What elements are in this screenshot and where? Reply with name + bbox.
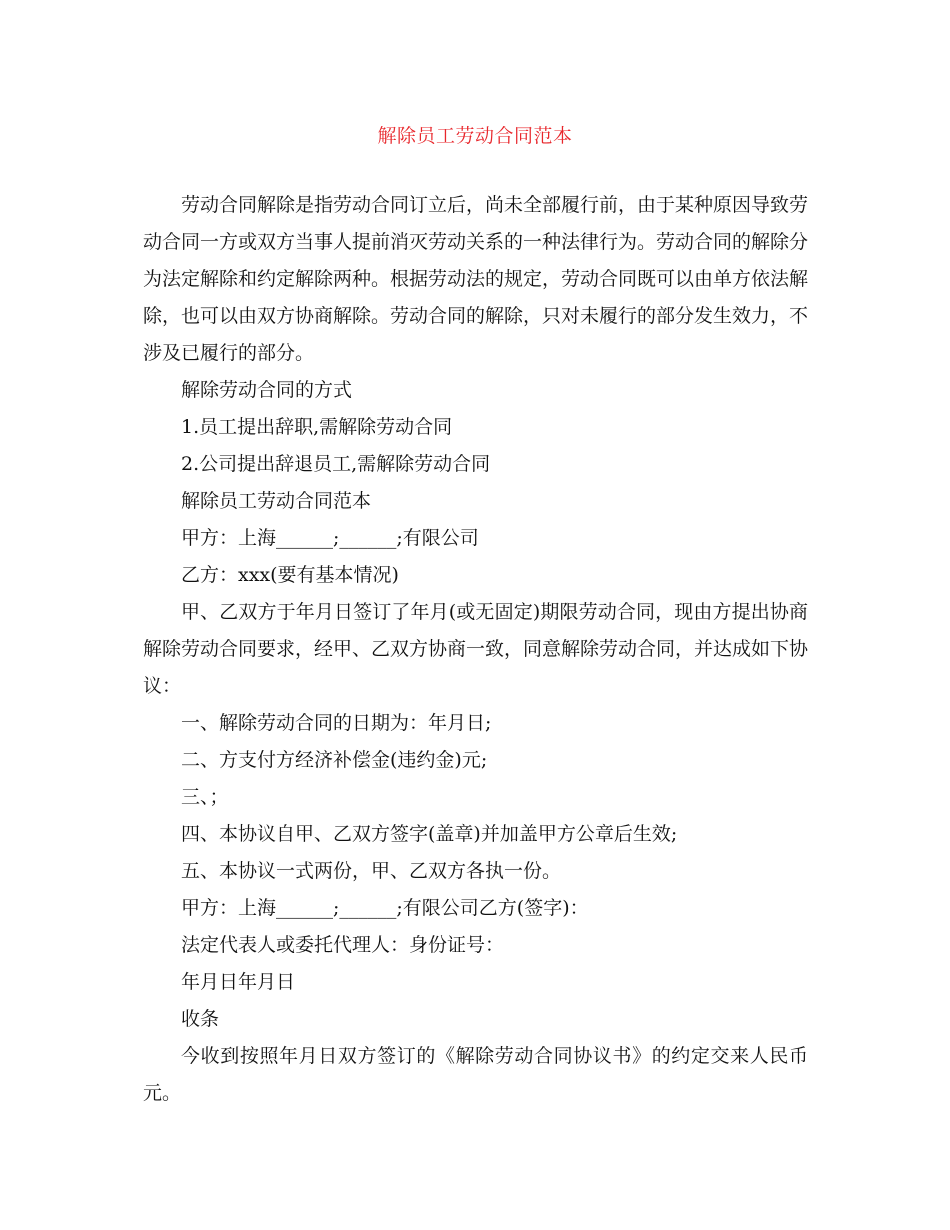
party-b-line: 乙方：xxx(要有基本情况) [181, 564, 399, 586]
receipt-paragraph: 今收到按照年月日双方签订的《解除劳动合同协议书》的约定交来人民币元。 [143, 1045, 808, 1104]
clause-1: 一、解除劳动合同的日期为：年月日; [181, 712, 492, 734]
intro-paragraph: 劳动合同解除是指劳动合同订立后，尚未全部履行前，由于某种原因导致劳动合同一方或双方当事人提前消灭劳动关系的一种法律行为。劳动合同的解除分为法定解除和约定解除两种。根据劳动法的规定，劳动合同既可以由单方依法解除，也可以由双方协商解除。劳动合同的解除，只对未履行的部分发生效力，不涉及已履行的部分。 [143, 194, 809, 364]
date-line: 年月日年月日 [181, 971, 296, 993]
representative-line: 法定代表人或委托代理人：身份证号： [181, 934, 505, 956]
method-item-2: 2.公司提出辞退员工,需解除劳动合同 [181, 453, 491, 475]
document-title: 解除员工劳动合同范本 [377, 125, 573, 147]
template-heading: 解除员工劳动合同范本 [181, 490, 372, 512]
section-heading-methods: 解除劳动合同的方式 [181, 379, 353, 401]
signature-parties-line: 甲方：上海______;______;有限公司乙方(签字)： [181, 897, 589, 919]
party-a-line: 甲方：上海______;______;有限公司 [181, 527, 479, 549]
clause-5: 五、本协议一式两份，甲、乙双方各执一份。 [181, 860, 562, 882]
method-item-1: 1.员工提出辞职,需解除劳动合同 [181, 416, 453, 438]
clause-2: 二、方支付方经济补偿金(违约金)元; [181, 749, 488, 771]
receipt-heading: 收条 [181, 1008, 220, 1030]
document-body [143, 187, 808, 1112]
clause-3: 三、； [181, 786, 229, 808]
agreement-preamble: 甲、乙双方于年月日签订了年月(或无固定)期限劳动合同，现由方提出协商解除劳动合同要求，经甲、乙双方协商一致，同意解除劳动合同，并达成如下协议： [143, 601, 809, 697]
clause-4: 四、本协议自甲、乙双方签字(盖章)并加盖甲方公章后生效; [181, 823, 678, 845]
